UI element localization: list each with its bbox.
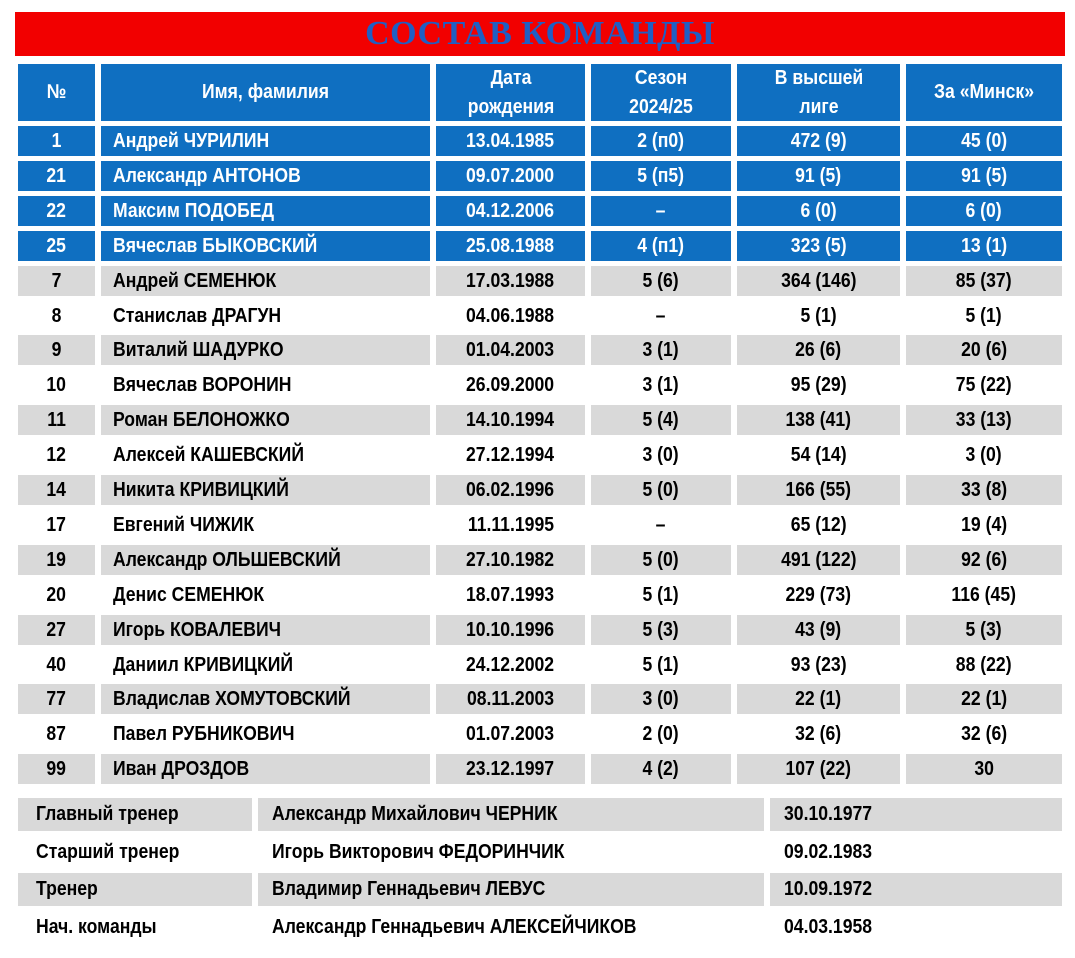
player-num-text: 8 <box>51 304 62 327</box>
player-name <box>101 335 430 365</box>
player-num <box>18 301 95 331</box>
player-name-text: Вячеслав БЫКОВСКИЙ <box>113 234 318 257</box>
player-club <box>906 335 1062 365</box>
player-club-text: 3 (0) <box>965 443 1003 466</box>
player-top-league-text: 6 (0) <box>800 199 837 222</box>
player-num-text: 11 <box>47 408 66 431</box>
staff-name <box>258 873 764 906</box>
player-top-league <box>737 684 900 714</box>
player-name-text: Максим ПОДОБЕД <box>113 199 275 222</box>
player-club <box>906 126 1062 156</box>
player-name <box>101 266 430 296</box>
player-season-text: 2 (0) <box>642 722 680 745</box>
player-top-league-text: 93 (23) <box>790 653 847 676</box>
player-name-text: Игорь КОВАЛЕВИЧ <box>113 618 281 641</box>
player-name-text: Павел РУБНИКОВИЧ <box>113 722 295 745</box>
player-dob <box>436 335 585 365</box>
player-num <box>18 475 95 505</box>
player-name-text: Роман БЕЛОНОЖКО <box>113 408 290 431</box>
staff-name <box>258 836 764 869</box>
player-club <box>906 650 1062 680</box>
player-top-league <box>737 650 900 680</box>
player-dob-text: 25.08.1988 <box>466 234 555 257</box>
player-season-text: 5 (0) <box>642 478 680 501</box>
player-season-text: 3 (1) <box>642 338 680 361</box>
player-name <box>101 510 430 540</box>
header-name-text: Имя, фамилия <box>201 81 330 103</box>
player-num-text: 7 <box>51 269 62 292</box>
staff-role-text: Нач. команды <box>36 916 157 938</box>
player-num-text: 25 <box>46 234 67 257</box>
player-season-text: 3 (1) <box>642 373 680 396</box>
player-dob <box>436 615 585 645</box>
header-dob <box>436 64 585 121</box>
player-num <box>18 405 95 435</box>
player-num-text: 14 <box>46 478 67 501</box>
player-num <box>18 440 95 470</box>
player-num-text: 9 <box>51 338 62 361</box>
staff-role-text: Старший тренер <box>36 841 180 863</box>
player-club <box>906 301 1062 331</box>
player-season-text: 5 (3) <box>642 618 680 641</box>
staff-name-text: Владимир Геннадьевич ЛЕВУС <box>272 878 546 900</box>
player-club-text: 22 (1) <box>961 687 1007 710</box>
player-num <box>18 231 95 261</box>
player-season <box>591 719 731 749</box>
player-name <box>101 301 430 331</box>
player-club-text: 88 (22) <box>956 653 1012 676</box>
player-club <box>906 475 1062 505</box>
player-name <box>101 684 430 714</box>
staff-name <box>258 798 764 831</box>
player-dob-text: 06.02.1996 <box>466 478 555 501</box>
player-club-text: 75 (22) <box>956 373 1012 396</box>
player-season-text: 5 (п5) <box>637 164 685 187</box>
player-num <box>18 161 95 191</box>
player-num <box>18 335 95 365</box>
staff-name <box>258 911 764 944</box>
player-club-text: 91 (5) <box>961 164 1007 187</box>
header-top-league <box>737 64 900 121</box>
player-top-league-text: 95 (29) <box>790 373 847 396</box>
player-season-text: – <box>656 199 666 222</box>
player-club-text: 33 (8) <box>961 478 1007 501</box>
player-name <box>101 545 430 575</box>
staff-name-text: Александр Геннадьевич АЛЕКСЕЙЧИКОВ <box>272 916 637 938</box>
player-dob <box>436 161 585 191</box>
player-season <box>591 335 731 365</box>
player-dob-text: 14.10.1994 <box>466 408 555 431</box>
player-top-league <box>737 301 900 331</box>
player-num-text: 27 <box>46 618 67 641</box>
player-name <box>101 719 430 749</box>
player-season-text: 5 (0) <box>642 548 680 571</box>
player-num-text: 77 <box>46 687 67 710</box>
player-club-text: 116 (45) <box>951 583 1017 606</box>
player-dob-text: 01.04.2003 <box>466 338 555 361</box>
player-club-text: 32 (6) <box>961 722 1007 745</box>
player-num-text: 87 <box>46 722 67 745</box>
player-num-text: 1 <box>51 129 62 152</box>
player-dob <box>436 405 585 435</box>
player-club <box>906 684 1062 714</box>
player-top-league-text: 26 (6) <box>795 338 842 361</box>
player-top-league <box>737 580 900 610</box>
player-season-text: 3 (0) <box>642 443 680 466</box>
player-dob-text: 17.03.1988 <box>466 269 555 292</box>
player-top-league-text: 91 (5) <box>795 164 842 187</box>
player-club <box>906 161 1062 191</box>
player-top-league-text: 491 (122) <box>780 548 857 571</box>
player-dob-text: 13.04.1985 <box>466 129 555 152</box>
player-name <box>101 196 430 226</box>
header-season <box>591 64 731 121</box>
player-top-league-text: 32 (6) <box>795 722 842 745</box>
player-num-text: 22 <box>46 199 67 222</box>
player-top-league-text: 472 (9) <box>790 129 847 152</box>
player-dob <box>436 650 585 680</box>
player-season <box>591 510 731 540</box>
player-top-league-text: 107 (22) <box>785 757 852 780</box>
player-num <box>18 650 95 680</box>
player-dob <box>436 231 585 261</box>
player-dob <box>436 719 585 749</box>
player-num-text: 19 <box>46 548 67 571</box>
player-top-league <box>737 475 900 505</box>
player-dob-text: 08.11.2003 <box>466 687 555 710</box>
player-season-text: 5 (1) <box>642 583 680 606</box>
player-name-text: Александр ОЛЬШЕВСКИЙ <box>113 548 341 571</box>
staff-dob-text: 09.02.1983 <box>784 841 873 863</box>
page-title: СОСТАВ КОМАНДЫ <box>365 15 715 52</box>
player-dob <box>436 510 585 540</box>
player-name-text: Денис СЕМЕНЮК <box>113 583 265 606</box>
player-name-text: Иван ДРОЗДОВ <box>113 757 250 780</box>
header-season-text: Сезон 2024/25 <box>629 66 693 118</box>
player-num <box>18 580 95 610</box>
player-num <box>18 754 95 784</box>
player-dob-text: 11.11.1995 <box>467 513 554 536</box>
player-dob <box>436 126 585 156</box>
player-dob <box>436 266 585 296</box>
player-num <box>18 545 95 575</box>
player-num <box>18 719 95 749</box>
player-name <box>101 754 430 784</box>
player-dob-text: 09.07.2000 <box>466 164 555 187</box>
title-banner <box>15 12 1065 56</box>
player-top-league <box>737 266 900 296</box>
player-name-text: Даниил КРИВИЦКИЙ <box>113 653 294 676</box>
player-top-league <box>737 126 900 156</box>
player-club-text: 5 (1) <box>965 304 1003 327</box>
player-club-text: 5 (3) <box>965 618 1003 641</box>
player-name <box>101 580 430 610</box>
player-club-text: 19 (4) <box>961 513 1007 536</box>
staff-dob-text: 30.10.1977 <box>784 803 873 825</box>
player-num-text: 20 <box>46 583 67 606</box>
player-season-text: 2 (п0) <box>637 129 685 152</box>
player-club-text: 30 <box>974 757 994 780</box>
player-club <box>906 266 1062 296</box>
player-num <box>18 196 95 226</box>
player-club <box>906 580 1062 610</box>
player-num <box>18 370 95 400</box>
player-name-text: Станислав ДРАГУН <box>113 304 282 327</box>
player-season <box>591 266 731 296</box>
player-dob <box>436 301 585 331</box>
player-club-text: 20 (6) <box>961 338 1007 361</box>
player-club-text: 45 (0) <box>961 129 1007 152</box>
player-name <box>101 615 430 645</box>
player-dob-text: 18.07.1993 <box>466 583 555 606</box>
staff-name-text: Игорь Викторович ФЕДОРИНЧИК <box>272 841 565 863</box>
player-top-league <box>737 161 900 191</box>
player-num <box>18 510 95 540</box>
player-top-league-text: 5 (1) <box>800 304 837 327</box>
player-top-league-text: 364 (146) <box>780 269 857 292</box>
player-name-text: Александр АНТОНОВ <box>113 164 301 187</box>
player-dob-text: 04.06.1988 <box>466 304 555 327</box>
player-dob <box>436 440 585 470</box>
player-name <box>101 475 430 505</box>
player-season-text: 3 (0) <box>642 687 680 710</box>
player-num <box>18 615 95 645</box>
player-club <box>906 754 1062 784</box>
player-season <box>591 301 731 331</box>
player-top-league-text: 43 (9) <box>795 618 842 641</box>
player-top-league-text: 229 (73) <box>785 583 852 606</box>
player-top-league <box>737 615 900 645</box>
player-season <box>591 231 731 261</box>
player-name <box>101 440 430 470</box>
player-club-text: 85 (37) <box>956 269 1012 292</box>
player-top-league <box>737 754 900 784</box>
player-num-text: 99 <box>46 757 67 780</box>
player-num-text: 21 <box>46 164 67 187</box>
player-club-text: 13 (1) <box>961 234 1007 257</box>
player-top-league <box>737 196 900 226</box>
staff-name-text: Александр Михайлович ЧЕРНИК <box>272 803 558 825</box>
staff-role-text: Главный тренер <box>36 803 179 825</box>
staff-dob <box>770 836 1062 869</box>
player-season <box>591 545 731 575</box>
staff-dob-text: 04.03.1958 <box>784 916 873 938</box>
header-name <box>101 64 430 121</box>
player-name <box>101 126 430 156</box>
player-season <box>591 370 731 400</box>
header-num-text: № <box>46 81 67 103</box>
player-club <box>906 440 1062 470</box>
player-top-league <box>737 440 900 470</box>
header-club <box>906 64 1062 121</box>
player-season-text: 4 (п1) <box>637 234 685 257</box>
player-name <box>101 161 430 191</box>
player-season-text: 5 (4) <box>642 408 680 431</box>
player-name <box>101 650 430 680</box>
staff-role <box>18 911 252 944</box>
player-season <box>591 754 731 784</box>
player-num-text: 12 <box>46 443 67 466</box>
player-dob-text: 24.12.2002 <box>466 653 555 676</box>
player-season <box>591 126 731 156</box>
player-name-text: Алексей КАШЕВСКИЙ <box>113 443 304 466</box>
player-name-text: Евгений ЧИЖИК <box>113 513 255 536</box>
player-dob-text: 10.10.1996 <box>466 618 555 641</box>
player-dob <box>436 684 585 714</box>
player-top-league <box>737 231 900 261</box>
player-top-league <box>737 719 900 749</box>
player-season <box>591 684 731 714</box>
player-top-league-text: 65 (12) <box>790 513 847 536</box>
player-num-text: 40 <box>46 653 67 676</box>
player-club <box>906 510 1062 540</box>
player-season <box>591 161 731 191</box>
player-name-text: Вячеслав ВОРОНИН <box>113 373 292 396</box>
header-club-text: За «Минск» <box>934 81 1034 103</box>
header-top-league-text: В высшей лиге <box>774 66 863 118</box>
player-top-league <box>737 510 900 540</box>
player-name <box>101 231 430 261</box>
staff-dob <box>770 798 1062 831</box>
player-dob <box>436 545 585 575</box>
player-top-league-text: 166 (55) <box>785 478 852 501</box>
player-top-league <box>737 335 900 365</box>
player-season <box>591 440 731 470</box>
player-club <box>906 231 1062 261</box>
player-season <box>591 196 731 226</box>
header-num <box>18 64 95 121</box>
player-club <box>906 615 1062 645</box>
player-top-league-text: 323 (5) <box>790 234 847 257</box>
player-dob <box>436 196 585 226</box>
player-top-league-text: 22 (1) <box>795 687 842 710</box>
player-dob <box>436 754 585 784</box>
player-name-text: Никита КРИВИЦКИЙ <box>113 478 289 501</box>
player-top-league-text: 54 (14) <box>790 443 847 466</box>
player-name <box>101 370 430 400</box>
player-num <box>18 266 95 296</box>
player-season <box>591 615 731 645</box>
player-season-text: 4 (2) <box>642 757 680 780</box>
player-dob-text: 23.12.1997 <box>466 757 555 780</box>
player-season-text: – <box>656 304 666 327</box>
header-dob-text: Дата рождения <box>467 66 554 118</box>
staff-role <box>18 798 252 831</box>
player-num <box>18 126 95 156</box>
staff-dob-text: 10.09.1972 <box>784 878 873 900</box>
player-num-text: 17 <box>46 513 67 536</box>
player-name-text: Владислав ХОМУТОВСКИЙ <box>113 687 351 710</box>
player-num-text: 10 <box>46 373 67 396</box>
player-name-text: Андрей ЧУРИЛИН <box>113 129 270 152</box>
player-dob <box>436 475 585 505</box>
staff-dob <box>770 873 1062 906</box>
player-club <box>906 719 1062 749</box>
player-name-text: Виталий ШАДУРКО <box>113 338 284 361</box>
player-top-league <box>737 405 900 435</box>
player-num <box>18 684 95 714</box>
player-club <box>906 405 1062 435</box>
player-name <box>101 405 430 435</box>
player-club-text: 6 (0) <box>965 199 1003 222</box>
player-dob-text: 26.09.2000 <box>466 373 555 396</box>
staff-role <box>18 873 252 906</box>
player-dob-text: 04.12.2006 <box>466 199 555 222</box>
player-club <box>906 370 1062 400</box>
player-dob-text: 27.12.1994 <box>466 443 555 466</box>
player-season-text: – <box>656 513 666 536</box>
player-dob-text: 01.07.2003 <box>466 722 555 745</box>
player-season <box>591 650 731 680</box>
player-dob <box>436 370 585 400</box>
player-club <box>906 545 1062 575</box>
player-dob-text: 27.10.1982 <box>466 548 555 571</box>
player-season-text: 5 (1) <box>642 653 680 676</box>
player-dob <box>436 580 585 610</box>
player-season <box>591 580 731 610</box>
player-season <box>591 405 731 435</box>
player-top-league <box>737 370 900 400</box>
staff-role <box>18 836 252 869</box>
player-club-text: 92 (6) <box>961 548 1007 571</box>
player-season <box>591 475 731 505</box>
player-season-text: 5 (6) <box>642 269 680 292</box>
player-club <box>906 196 1062 226</box>
staff-role-text: Тренер <box>36 878 98 900</box>
staff-dob <box>770 911 1062 944</box>
player-top-league-text: 138 (41) <box>785 408 852 431</box>
player-name-text: Андрей СЕМЕНЮК <box>113 269 277 292</box>
player-club-text: 33 (13) <box>956 408 1012 431</box>
player-top-league <box>737 545 900 575</box>
